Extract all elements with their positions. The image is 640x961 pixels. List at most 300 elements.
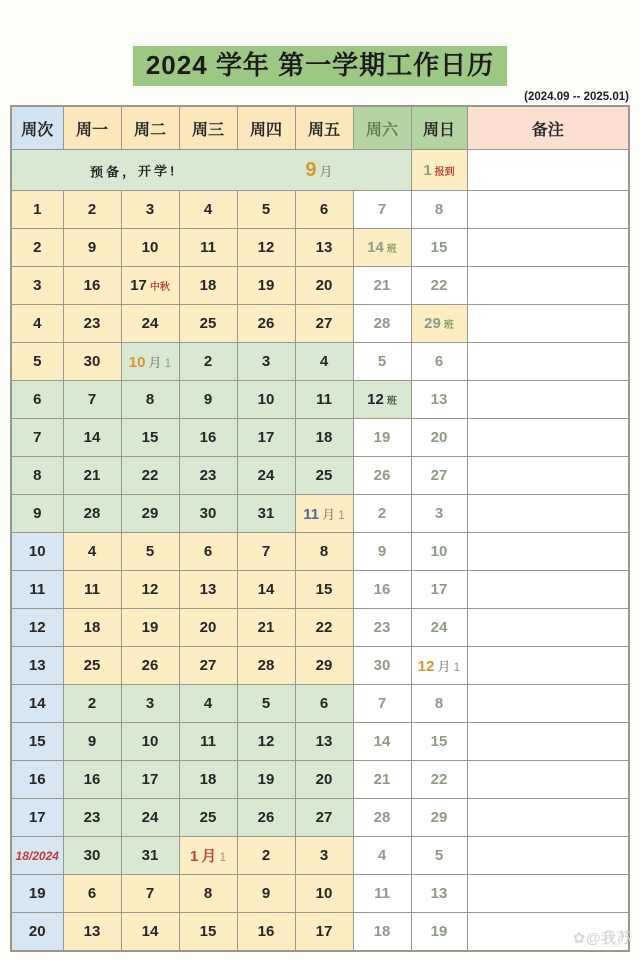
day-cell bbox=[353, 799, 411, 837]
cell-text: 12 bbox=[367, 391, 384, 409]
remark-cell bbox=[467, 381, 629, 419]
cell-text: 21 bbox=[373, 277, 391, 295]
week-row-12 bbox=[11, 609, 629, 647]
week-number-cell bbox=[11, 533, 63, 571]
cell-text: 10 bbox=[141, 239, 159, 257]
day-cell bbox=[179, 381, 237, 419]
cell-text: 3 bbox=[261, 353, 271, 371]
cell-text: 11 bbox=[200, 239, 216, 257]
day-cell bbox=[237, 229, 295, 267]
day-cell bbox=[63, 533, 121, 571]
day-cell bbox=[121, 533, 179, 571]
day-cell bbox=[411, 799, 467, 837]
cell-text: 21 bbox=[83, 467, 101, 485]
cell-text: 4 bbox=[203, 695, 213, 713]
cell-text: 18 bbox=[199, 771, 217, 789]
cell-text: 18 bbox=[373, 923, 391, 941]
cell-text: 12 bbox=[28, 619, 46, 637]
week-number-cell bbox=[11, 609, 63, 647]
cell-text: 29 bbox=[315, 657, 333, 675]
day-cell bbox=[121, 229, 179, 267]
cell-text: 14 bbox=[367, 239, 384, 257]
remark-cell bbox=[467, 723, 629, 761]
cell-text: 10 bbox=[28, 543, 46, 561]
cell-text: 25 bbox=[199, 809, 217, 827]
cell-text: 6 bbox=[87, 885, 97, 903]
day-cell bbox=[411, 761, 467, 799]
day-cell bbox=[179, 647, 237, 685]
cell-text: 4 bbox=[33, 315, 42, 333]
week-number-cell bbox=[11, 723, 63, 761]
day-cell bbox=[63, 457, 121, 495]
day-cell bbox=[295, 267, 353, 305]
remark-cell bbox=[467, 419, 629, 457]
day-cell bbox=[411, 913, 467, 951]
cell-text: 13 bbox=[430, 885, 448, 903]
day-cell bbox=[295, 495, 353, 533]
day-cell bbox=[353, 761, 411, 799]
cell-text: 17 bbox=[28, 809, 46, 827]
cell-text: 9 bbox=[87, 239, 97, 257]
day-cell bbox=[295, 609, 353, 647]
day-cell bbox=[295, 647, 353, 685]
week-row-10 bbox=[11, 533, 629, 571]
remark-cell bbox=[467, 685, 629, 723]
cell-text: 1 bbox=[33, 201, 42, 219]
week-row-13 bbox=[11, 647, 629, 685]
cell-text: 8 bbox=[319, 543, 329, 561]
remark-cell bbox=[467, 305, 629, 343]
header-row bbox=[11, 106, 629, 150]
week-row-18 bbox=[11, 837, 629, 875]
col-header-week: 周次 bbox=[11, 106, 63, 150]
day-cell bbox=[179, 343, 237, 381]
cell-text: 17 bbox=[257, 429, 275, 447]
cell-text: 月 bbox=[437, 659, 451, 675]
day-cell bbox=[353, 685, 411, 723]
day-cell bbox=[63, 913, 121, 951]
col-header-sun: 周日 bbox=[411, 106, 467, 150]
week-number-cell bbox=[11, 305, 63, 343]
week-row-9 bbox=[11, 495, 629, 533]
cell-text: 月 bbox=[201, 848, 217, 866]
day-cell bbox=[295, 571, 353, 609]
day-cell bbox=[353, 913, 411, 951]
cell-text: 9 bbox=[377, 543, 387, 561]
week-number-cell bbox=[11, 837, 63, 875]
day-cell bbox=[353, 533, 411, 571]
cell-text: 班 bbox=[386, 244, 397, 256]
cell-text: 16 bbox=[199, 429, 217, 447]
watermark-text: @我苏 bbox=[585, 930, 632, 947]
cell-text: 5 bbox=[145, 543, 155, 561]
cell-text: 23 bbox=[199, 467, 217, 485]
day-cell bbox=[179, 875, 237, 913]
cell-text: 12 bbox=[257, 239, 275, 257]
cell-text: 1 bbox=[219, 850, 227, 865]
day-cell bbox=[411, 191, 467, 229]
remark-cell bbox=[467, 799, 629, 837]
day-cell bbox=[295, 381, 353, 419]
day-cell bbox=[121, 571, 179, 609]
day-cell bbox=[411, 609, 467, 647]
week-row-20 bbox=[11, 913, 629, 951]
day-cell bbox=[411, 837, 467, 875]
cell-text: 3 bbox=[319, 847, 329, 865]
cell-text: 4 bbox=[319, 353, 329, 371]
day-cell bbox=[179, 571, 237, 609]
cell-text: 18/2024 bbox=[15, 849, 59, 864]
cell-text: 中秋 bbox=[149, 282, 170, 294]
day-cell bbox=[121, 419, 179, 457]
cell-text: 26 bbox=[257, 809, 275, 827]
day-cell bbox=[411, 229, 467, 267]
remark-cell bbox=[467, 609, 629, 647]
cell-text: 25 bbox=[83, 657, 101, 675]
cell-text: 16 bbox=[83, 277, 101, 295]
cell-text: 8 bbox=[434, 695, 444, 713]
cell-text: 16 bbox=[373, 581, 391, 599]
cell-text: 5 bbox=[33, 353, 42, 371]
day-cell bbox=[121, 723, 179, 761]
september-banner-cell bbox=[11, 150, 411, 191]
cell-text: 8 bbox=[145, 391, 155, 409]
cell-text: 4 bbox=[377, 847, 387, 865]
day-cell bbox=[353, 495, 411, 533]
day-cell bbox=[295, 837, 353, 875]
day-cell bbox=[353, 609, 411, 647]
day-cell bbox=[63, 685, 121, 723]
day-cell bbox=[411, 685, 467, 723]
cell-text: 27 bbox=[199, 657, 217, 675]
day-cell bbox=[237, 913, 295, 951]
remark-cell bbox=[467, 571, 629, 609]
day-cell bbox=[411, 647, 467, 685]
day-cell bbox=[179, 495, 237, 533]
title-bar bbox=[0, 0, 640, 86]
day-cell bbox=[63, 419, 121, 457]
remark-cell bbox=[467, 150, 629, 191]
day-cell bbox=[353, 723, 411, 761]
cell-text: 11 bbox=[316, 391, 332, 409]
remark-cell bbox=[467, 267, 629, 305]
week-number-cell bbox=[11, 343, 63, 381]
day-cell bbox=[121, 343, 179, 381]
day-cell bbox=[353, 571, 411, 609]
day-cell bbox=[237, 571, 295, 609]
day-cell bbox=[179, 229, 237, 267]
cell-text: 9 bbox=[261, 885, 271, 903]
cell-text: 21 bbox=[373, 771, 391, 789]
week-row-14 bbox=[11, 685, 629, 723]
day-cell bbox=[63, 381, 121, 419]
week-row-7 bbox=[11, 419, 629, 457]
col-header-sat: 周六 bbox=[353, 106, 411, 150]
cell-text: 6 bbox=[319, 201, 329, 219]
cell-text: 31 bbox=[257, 505, 275, 523]
cell-text: 2 bbox=[87, 695, 97, 713]
cell-text: 15 bbox=[199, 923, 217, 941]
cell-text: 19 bbox=[141, 619, 159, 637]
cell-text: 22 bbox=[430, 771, 448, 789]
cell-text: 10 bbox=[430, 543, 448, 561]
cell-text: 14 bbox=[257, 581, 275, 599]
day-cell bbox=[121, 457, 179, 495]
cell-text: 10 bbox=[257, 391, 275, 409]
day-cell bbox=[179, 761, 237, 799]
day-cell bbox=[121, 191, 179, 229]
day-cell bbox=[295, 913, 353, 951]
day-cell bbox=[411, 267, 467, 305]
day-cell bbox=[237, 723, 295, 761]
day-cell bbox=[121, 647, 179, 685]
cell-text: 17 bbox=[141, 771, 159, 789]
day-cell bbox=[353, 343, 411, 381]
day-cell bbox=[411, 533, 467, 571]
day-cell bbox=[63, 837, 121, 875]
day-cell bbox=[353, 457, 411, 495]
cell-text: 11 bbox=[374, 885, 390, 903]
day-cell bbox=[179, 457, 237, 495]
day-cell bbox=[63, 229, 121, 267]
cell-text: 16 bbox=[83, 771, 101, 789]
cell-text: 20 bbox=[315, 771, 333, 789]
cell-text: 21 bbox=[257, 619, 275, 637]
day-cell bbox=[411, 305, 467, 343]
cell-text: 14 bbox=[373, 733, 391, 751]
cell-text: 10 bbox=[128, 354, 146, 372]
day-cell bbox=[179, 191, 237, 229]
cell-text: 2 bbox=[203, 353, 213, 371]
week-row-2 bbox=[11, 229, 629, 267]
remark-cell bbox=[467, 495, 629, 533]
flower-logo-icon: ✿ bbox=[572, 930, 586, 947]
day-cell bbox=[237, 305, 295, 343]
calendar-body bbox=[11, 191, 629, 951]
cell-text: 11 bbox=[84, 581, 100, 599]
day-cell bbox=[63, 799, 121, 837]
day-cell bbox=[411, 343, 467, 381]
remark-cell bbox=[467, 761, 629, 799]
cell-text: 9 bbox=[87, 733, 97, 751]
cell-text: 24 bbox=[257, 467, 275, 485]
cell-text: 20 bbox=[315, 277, 333, 295]
day-cell bbox=[411, 457, 467, 495]
cell-text: 6 bbox=[319, 695, 329, 713]
day-cell bbox=[237, 267, 295, 305]
cell-text: 7 bbox=[33, 429, 42, 447]
cell-text: 11 bbox=[29, 581, 46, 599]
cell-text: 7 bbox=[377, 695, 387, 713]
cell-text: 15 bbox=[315, 581, 333, 599]
cell-text: 27 bbox=[315, 315, 333, 333]
cell-text: 14 bbox=[83, 429, 101, 447]
day-cell bbox=[179, 419, 237, 457]
day-cell bbox=[63, 875, 121, 913]
cell-text: 23 bbox=[373, 619, 391, 637]
day-cell bbox=[295, 799, 353, 837]
day-cell bbox=[121, 305, 179, 343]
day-cell bbox=[237, 799, 295, 837]
cell-text: 19 bbox=[257, 277, 275, 295]
cell-text: 15 bbox=[141, 429, 159, 447]
cell-text: 16 bbox=[257, 923, 275, 941]
cell-text: 7 bbox=[87, 391, 97, 409]
cell-text: 26 bbox=[141, 657, 159, 675]
cell-text: 3 bbox=[434, 505, 444, 523]
cell-text: 9 bbox=[203, 391, 213, 409]
day-cell bbox=[295, 533, 353, 571]
day-cell bbox=[295, 723, 353, 761]
day-cell bbox=[411, 419, 467, 457]
cell-text: 18 bbox=[83, 619, 101, 637]
day-cell bbox=[63, 305, 121, 343]
remark-cell bbox=[467, 191, 629, 229]
cell-text: 9 bbox=[33, 505, 42, 523]
day-cell bbox=[121, 685, 179, 723]
day-cell bbox=[411, 875, 467, 913]
day-cell bbox=[179, 837, 237, 875]
day-cell bbox=[237, 761, 295, 799]
cell-text: 17 bbox=[315, 923, 333, 941]
week-number-cell bbox=[11, 229, 63, 267]
week-row-16 bbox=[11, 761, 629, 799]
cell-text: 23 bbox=[83, 809, 101, 827]
page-title: 2024 学年 第一学期工作日历 bbox=[133, 46, 507, 86]
day-cell bbox=[63, 191, 121, 229]
cell-text: 12 bbox=[417, 658, 435, 676]
day-cell bbox=[121, 267, 179, 305]
cell-text: 17 bbox=[430, 581, 448, 599]
semester-start-note: 预备，开学! bbox=[89, 163, 178, 180]
day-cell bbox=[411, 495, 467, 533]
cell-text: 22 bbox=[315, 619, 333, 637]
week-number-cell bbox=[11, 267, 63, 305]
cell-text: 3 bbox=[145, 201, 155, 219]
watermark bbox=[573, 927, 632, 948]
remark-cell bbox=[467, 343, 629, 381]
cell-text: 13 bbox=[83, 923, 101, 941]
day-cell bbox=[237, 685, 295, 723]
cell-text: 28 bbox=[373, 315, 391, 333]
col-header-thu: 周四 bbox=[237, 106, 295, 150]
cell-text: 22 bbox=[141, 467, 159, 485]
day-cell bbox=[63, 723, 121, 761]
day-cell bbox=[179, 723, 237, 761]
remark-cell bbox=[467, 837, 629, 875]
day-cell bbox=[121, 609, 179, 647]
week-number-cell bbox=[11, 799, 63, 837]
cell-text: 12 bbox=[257, 733, 275, 751]
week-row-11 bbox=[11, 571, 629, 609]
cell-text: 18 bbox=[315, 429, 333, 447]
remark-cell bbox=[467, 533, 629, 571]
cell-text: 5 bbox=[434, 847, 444, 865]
day-cell bbox=[179, 913, 237, 951]
cell-text: 19 bbox=[430, 923, 448, 941]
col-header-tue: 周二 bbox=[121, 106, 179, 150]
remark-cell bbox=[467, 875, 629, 913]
day-cell bbox=[237, 381, 295, 419]
day-cell bbox=[121, 875, 179, 913]
week-row-4 bbox=[11, 305, 629, 343]
calendar-table bbox=[10, 105, 630, 952]
cell-text: 13 bbox=[315, 733, 333, 751]
cell-text: 6 bbox=[434, 353, 444, 371]
week-row-1 bbox=[11, 191, 629, 229]
week-number-cell bbox=[11, 457, 63, 495]
cell-text: 10 bbox=[315, 885, 333, 903]
cell-text: 1 bbox=[164, 356, 172, 371]
cell-text: 29 bbox=[424, 315, 441, 333]
cell-text: 24 bbox=[141, 315, 159, 333]
cell-text: 月 bbox=[148, 355, 162, 371]
day-cell bbox=[179, 609, 237, 647]
week-row-3 bbox=[11, 267, 629, 305]
cell-text: 1 bbox=[453, 660, 461, 675]
week-row-5 bbox=[11, 343, 629, 381]
day-cell bbox=[237, 533, 295, 571]
day-cell bbox=[63, 647, 121, 685]
cell-text: 13 bbox=[199, 581, 217, 599]
cell-text: 13 bbox=[315, 239, 333, 257]
cell-text: 3 bbox=[33, 277, 42, 295]
day-cell bbox=[63, 609, 121, 647]
cell-text: 15 bbox=[430, 239, 448, 257]
day-cell bbox=[295, 419, 353, 457]
cell-text: 6 bbox=[203, 543, 213, 561]
day-cell bbox=[121, 381, 179, 419]
cell-text: 24 bbox=[430, 619, 448, 637]
cell-text: 14 bbox=[28, 695, 46, 713]
cell-text: 30 bbox=[199, 505, 217, 523]
cell-text: 28 bbox=[373, 809, 391, 827]
cell-text: 11 bbox=[303, 506, 320, 524]
cell-text: 8 bbox=[33, 467, 42, 485]
day-cell bbox=[353, 381, 411, 419]
day-cell bbox=[295, 229, 353, 267]
cell-text: 23 bbox=[83, 315, 101, 333]
remark-cell bbox=[467, 229, 629, 267]
day-cell bbox=[237, 875, 295, 913]
cell-text: 12 bbox=[141, 581, 159, 599]
cell-text: 7 bbox=[145, 885, 155, 903]
day-cell bbox=[295, 191, 353, 229]
day-cell bbox=[121, 495, 179, 533]
week-number-cell bbox=[11, 381, 63, 419]
day-cell bbox=[63, 267, 121, 305]
cell-text: 3 bbox=[145, 695, 155, 713]
week-number-cell bbox=[11, 761, 63, 799]
day-cell bbox=[353, 419, 411, 457]
day-cell bbox=[121, 761, 179, 799]
day-cell bbox=[353, 875, 411, 913]
week-number-cell bbox=[11, 571, 63, 609]
september-label: 9 月 bbox=[305, 158, 333, 181]
cell-text: 24 bbox=[141, 809, 159, 827]
cell-text: 班 bbox=[443, 320, 454, 332]
cell-text: 20 bbox=[430, 429, 448, 447]
cell-text: 27 bbox=[315, 809, 333, 827]
cell-text: 月 bbox=[322, 507, 336, 523]
day-cell bbox=[63, 571, 121, 609]
day-cell bbox=[295, 685, 353, 723]
cell-text: 14 bbox=[141, 923, 159, 941]
week-row-19 bbox=[11, 875, 629, 913]
day-cell bbox=[295, 343, 353, 381]
week-number-cell bbox=[11, 913, 63, 951]
cell-text: 4 bbox=[203, 201, 213, 219]
